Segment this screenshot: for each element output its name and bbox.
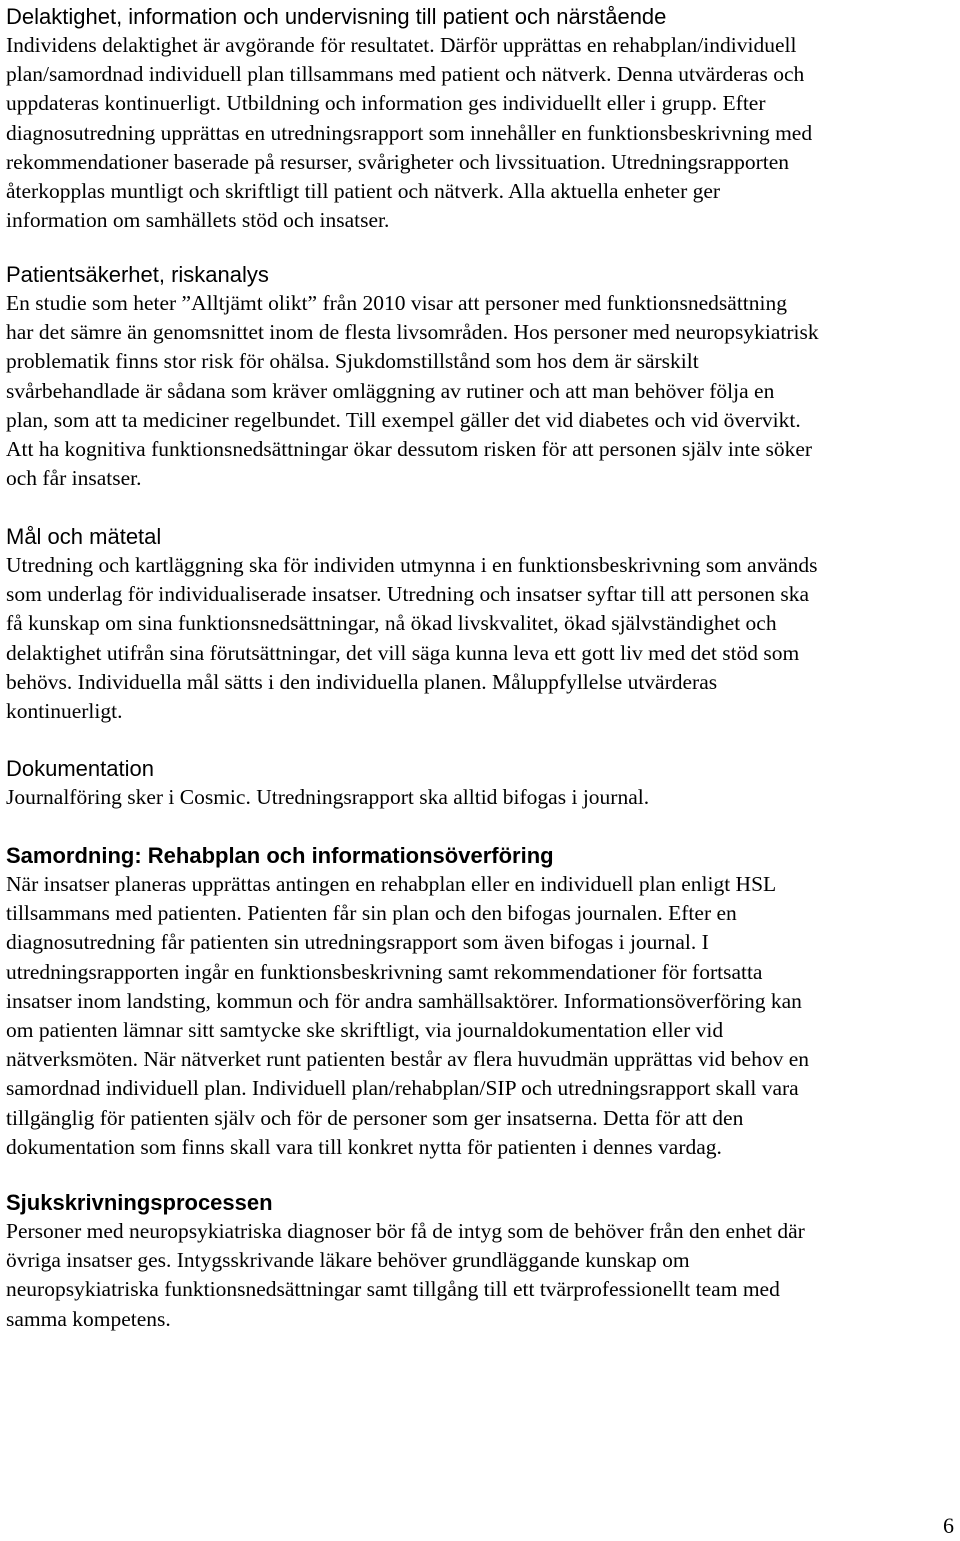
- section-heading: Dokumentation: [6, 756, 154, 781]
- section-heading: Mål och mätetal: [6, 524, 162, 549]
- section-body: Utredning och kartläggning ska för individen utmynna i en funktionsbeskrivning som används som underlag för individualiserade insatser. Utredning och insatser syftar till att personen ska få kunskap om sina funktionsnedsättningar, nå ökad livskvalitet, ökad självständighet och delaktighet utifrån sina förutsättningar, det vill säga kunna leva ett gott liv med det stöd som behövs. Individuella mål sätts i den individuella planen. Måluppfyllelse utvärderas kontinuerligt.: [6, 553, 818, 724]
- section-dokumentation: [6, 754, 649, 812]
- section-heading: Patientsäkerhet, riskanalys: [6, 262, 269, 287]
- section-heading: Sjukskrivningsprocessen: [6, 1190, 273, 1215]
- section-patientsakerhet: [6, 260, 819, 493]
- section-body: När insatser planeras upprättas antingen en rehabplan eller en individuell plan enligt HSL tillsammans med patienten. Patienten får sin plan och den bifogas journalen. Efter en diagnosutredning får patienten sin utredningsrapport som även bifogas i journal. I utredningsrapporten ingår en funktionsbeskrivning samt rekommendationer för fortsatta insatser inom landsting, kommun och för andra samhällsaktörer. Informationsöverföring kan om patienten lämnar sitt samtycke ske skriftligt, via journaldokumentation eller vid nätverksmöten. När nätverket runt patienten består av flera huvudmän upprättas vid behov en samordnad individuell plan. Individuell plan/rehabplan/SIP och utredningsrapport skall vara tillgänglig för patienten själv och för de personer som ger insatserna. Detta för att den dokumentation som finns skall vara till konkret nytta för patienten i dennes vardag.: [6, 872, 809, 1159]
- section-body: Personer med neuropsykiatriska diagnoser bör få de intyg som de behöver från den enhet där övriga insatser ges. Intygsskrivande läkare behöver grundläggande kunskap om neuropsykiatriska funktionsnedsättningar samt tillgång till ett tvärprofessionellt team med samma kompetens.: [6, 1219, 805, 1331]
- section-heading: Delaktighet, information och undervisning till patient och närstående: [6, 4, 667, 29]
- section-delaktighet: [6, 2, 812, 235]
- section-body: Individens delaktighet är avgörande för resultatet. Därför upprättas en rehabplan/individuell plan/samordnad individuell plan tillsammans med patient och nätverk. Denna utvärderas och uppdateras kontinuerligt. Utbildning och information ges individuellt eller i grupp. Efter diagnosutredning upprättas en utredningsrapport som innehåller en funktionsbeskrivning med rekommendationer baserade på resurser, svårigheter och livssituation. Utredningsrapporten återkopplas muntligt och skriftligt till patient och nätverk. Alla aktuella enheter ger information om samhällets stöd och insatser.: [6, 33, 813, 233]
- section-heading: Samordning: Rehabplan och informationsöverföring: [6, 843, 554, 868]
- section-sjukskrivningsprocessen: [6, 1188, 805, 1334]
- page-number: 6: [943, 1513, 954, 1538]
- section-body: En studie som heter ”Alltjämt olikt” från 2010 visar att personer med funktionsnedsättning har det sämre än genomsnittet inom de flesta livsområden. Hos personer med neuropsykiatrisk problematik finns stor risk för ohälsa. Sjukdomstillstånd som hos dem är särskilt svårbehandlade är sådana som kräver omläggning av rutiner och att man behöver följa en plan, som att ta mediciner regelbundet. Till exempel gäller det vid diabetes och vid övervikt. Att ha kognitiva funktionsnedsättningar ökar dessutom risken för att personen själv inte söker och får insatser.: [6, 291, 819, 491]
- section-mal-och-matetal: [6, 522, 818, 726]
- section-samordning: [6, 841, 809, 1162]
- section-body: Journalföring sker i Cosmic. Utredningsrapport ska alltid bifogas i journal.: [6, 785, 650, 809]
